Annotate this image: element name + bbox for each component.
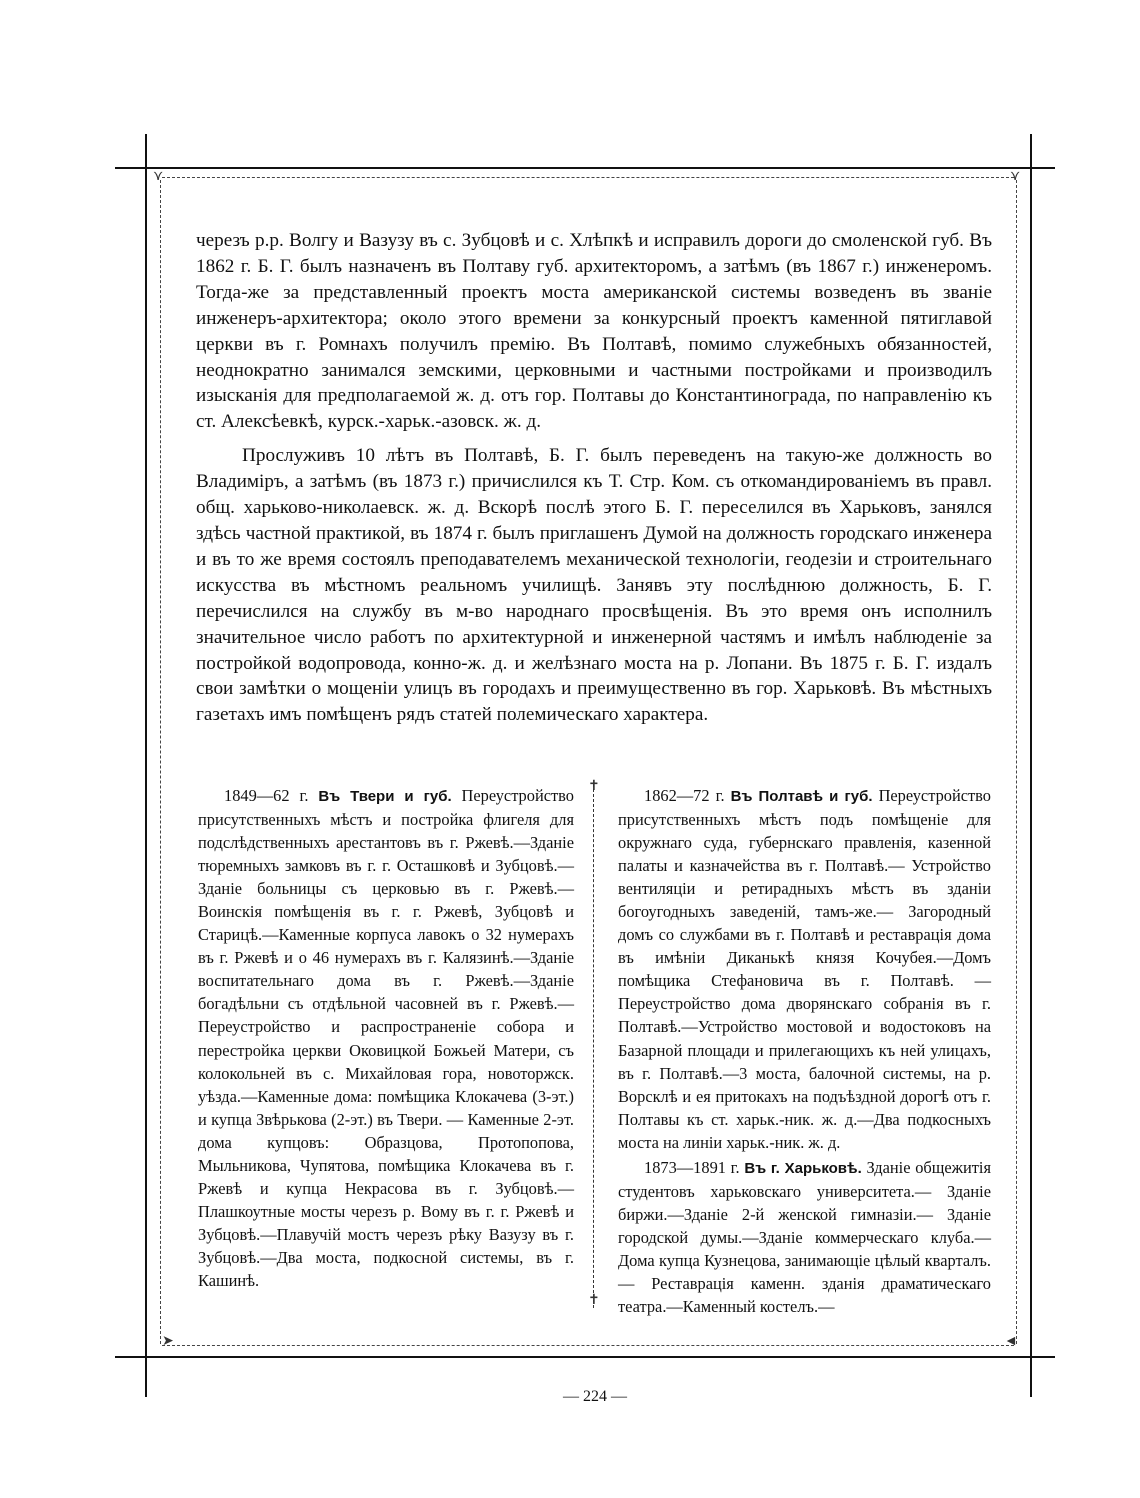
column-divider bbox=[593, 784, 594, 1308]
column-divider-top-mark: ✝ bbox=[588, 779, 600, 794]
right-entry-1-dates: 1862—72 г. bbox=[644, 786, 725, 805]
corner-ornament-top-left: ⋎ bbox=[153, 169, 164, 184]
right-entry-2-dates: 1873—1891 г. bbox=[644, 1157, 740, 1177]
right-entry-2 bbox=[618, 1156, 991, 1318]
left-entry-1-text: Переустройство присутственныхъ мѣстъ и постройка флигеля для подслѣдственныхъ арестантовъ въ г. Ржевѣ.—Зданіе тюремныхъ замковъ въ г. г. Осташковѣ и Зубцовѣ.—Зданіе больницы съ церковью въ г. Ржевѣ.— Воинскія помѣщенія въ г. г. Ржевѣ, Зубцовѣ и Старицѣ.—Каменные корпуса лавокъ о 32 нумерахъ въ г. Ржевѣ и о 46 нумерахъ въ г. Калязинѣ.—Зданіе воспитательнаго дома въ г. Ржевѣ.—Зданіе богадѣльни съ отдѣльной часовней въ г. Ржевѣ.—Переустройство и распространеніе собора и перестройка церкви Оковицкой Божьей Матери, съ колокольней въ с. Михайловая гора, новоторжск. уѣзда.—Каменные дома: помѣщика Клокачева (3-эт.) и купца Звѣрькова (2-эт.) въ Твери. — Каменные 2-эт. дома купцовъ: Образцова, Протопопова, Мыльникова, Чупятова, помѣщика Клокачева въ г. Ржевѣ и купца Некрасова въ г. Зубцовѣ.—Плашкоутные мосты черезъ р. Вому въ г. г. Ржевѣ и Зубцовѣ.—Плавучій мостъ черезъ рѣку Вазузу въ г. Зубцовѣ.—Два моста, подкосной системы, въ г. Кашинѣ. bbox=[198, 786, 574, 1290]
frame-left-vertical-rule bbox=[145, 134, 147, 1397]
page-number: — 224 — bbox=[563, 1388, 627, 1405]
frame-top-rule bbox=[115, 167, 1055, 169]
right-entry-2-place: Въ г. Харьковѣ. bbox=[744, 1159, 862, 1177]
corner-ornament-bottom-left: ➤ bbox=[162, 1334, 174, 1349]
corner-ornament-top-right: ⋎ bbox=[1010, 169, 1021, 184]
left-entry-1 bbox=[198, 784, 574, 1292]
inner-right-dashed-border bbox=[1016, 180, 1017, 1344]
frame-right-vertical-rule bbox=[1030, 134, 1032, 1397]
right-entry-2-text: Зданіе общежитія студентовъ харьковскаго университета.— Зданіе биржи.—Зданіе 2-й женской гимназіи.— Зданіе городской думы.—Зданіе коммерческаго клуба.—Дома купца Кузнецова, занимающіе цѣлый кварталъ. — Реставрація каменн. зданія драматическаго театра.—Каменный костелъ.— bbox=[618, 1157, 991, 1317]
inner-top-dashed-border bbox=[162, 177, 1014, 178]
left-entry-1-place: Въ Твери и губ. bbox=[318, 788, 452, 805]
inner-left-dashed-border bbox=[160, 180, 161, 1344]
main-text-block bbox=[196, 228, 992, 728]
right-entry-1 bbox=[618, 784, 991, 1154]
frame-bottom-rule bbox=[115, 1356, 1055, 1358]
right-entry-1-place: Въ Полтавѣ и губ. bbox=[730, 788, 873, 805]
right-entry-1-text: Переустройство присутственныхъ мѣстъ подъ помѣщеніе для окружнаго суда, губернскаго правленія, казенной палаты и казначейства въ г. Полтавѣ.— Устройство вентиляціи и ретирадныхъ мѣстъ въ зданіи богоугодныхъ заведеній, тамъ-же.— Загородный домъ со службами въ г. Полтавѣ и реставрація дома въ имѣніи Диканькѣ князя Кочубея.—Домъ помѣщика Стефановича въ г. Полтавѣ. — Переустройство дома дворянскаго собранія въ г. Полтавѣ.—Устройство мостовой и водостоковъ на Базарной площади и прилегающихъ къ ней улицахъ, въ г. Полтавѣ.—3 моста, балочной системы, на р. Ворсклѣ и ея притокахъ на подъѣздной дорогѣ отъ г. Полтавы къ ст. харьк.-ник. ж. д.—Два подкосныхъ моста на линіи харьк.-ник. ж. д. bbox=[618, 786, 991, 1152]
column-divider-bottom-mark: ✝ bbox=[588, 1293, 600, 1308]
left-entry-1-dates: 1849—62 г. bbox=[224, 786, 309, 805]
main-paragraph-1: черезъ р.р. Волгу и Вазузу въ с. Зубцовѣ и с. Хлѣпкѣ и исправилъ дороги до смоленской губ. Въ 1862 г. Б. Г. былъ назначенъ въ Полтаву губ. архитекторомъ, а затѣмъ (въ 1867 г.) инженеромъ. Тогда-же за представленный проектъ моста американской системы возведенъ въ званіе инженеръ-архитектора; около этого времени за конкурсный проектъ каменной пятиглавой церкви въ г. Ромнахъ получилъ премію. Въ Полтавѣ, помимо служебныхъ обязанностей, неоднократно занимался земскими, церковными и частными постройками и производилъ изысканія для предполагаемой ж. д. отъ гор. Полтавы до Константинограда, по направленію къ ст. Алексѣевкѣ, курск.-харьк.-азовск. ж. д. bbox=[196, 230, 992, 433]
main-paragraph-2: Прослуживъ 10 лѣтъ въ Полтавѣ, Б. Г. былъ переведенъ на такую-же должность во Владимiръ, а затѣмъ (въ 1873 г.) причислился къ Т. Стр. Ком. съ откомандированіемъ въ правл. общ. харьково-николаевск. ж. д. Вскорѣ послѣ этого Б. Г. переселился въ Харьковъ, занялся здѣсь частной практикой, въ 1874 г. былъ приглашенъ Думой на должность городскаго инженера и въ то же время состоялъ преподавателемъ механической технологіи, геодезіи и строительнаго искусства въ мѣстномъ реальномъ училищѣ. Занявъ эту послѣднюю должность, Б. Г. перечислился на службу въ м-во народнаго просвѣщенія. Въ это время онъ исполнилъ значительное число работъ по архитектурной и инженерной частямъ и имѣлъ наблюденіе за постройкой водопровода, конно-ж. д. и желѣзнаго моста на р. Лопани. Въ 1875 г. Б. Г. издалъ свои замѣтки о мощеніи улицъ въ городахъ и преимущественно въ гор. Харьковѣ. Въ мѣстныхъ газетахъ имъ помѣщенъ рядъ статей полемическаго характера. bbox=[196, 445, 992, 726]
inner-bottom-dashed-border bbox=[162, 1345, 1014, 1346]
corner-ornament-bottom-right: ◄ bbox=[1004, 1334, 1018, 1349]
right-column bbox=[618, 784, 991, 1318]
left-column bbox=[198, 784, 574, 1292]
